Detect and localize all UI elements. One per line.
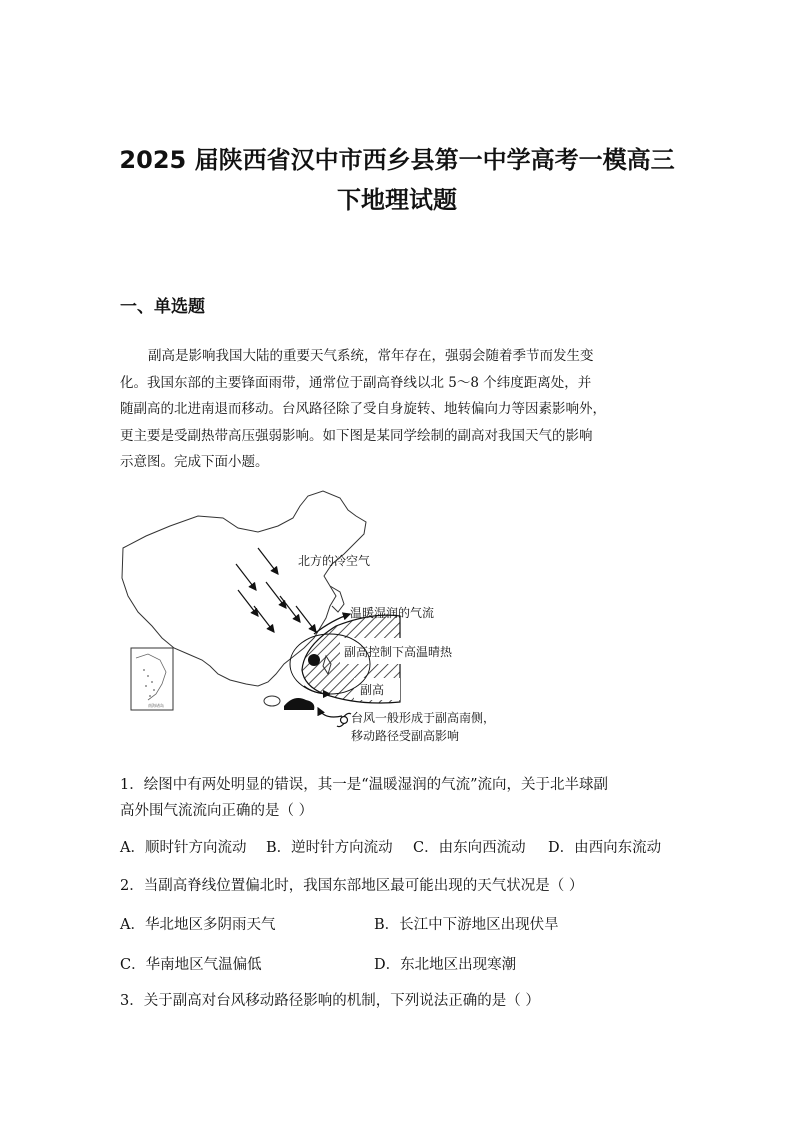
typhoon-path bbox=[318, 708, 342, 717]
typhoon-icon bbox=[337, 713, 351, 726]
document-title-line-2: 下地理试题 bbox=[337, 186, 457, 214]
subtropical-high-map bbox=[118, 488, 518, 758]
inset-label: 南海诸岛 bbox=[148, 703, 164, 708]
question-1-option-a[interactable]: A．顺时针方向流动 bbox=[120, 840, 247, 856]
hainan-island bbox=[264, 696, 280, 706]
label-typhoon-line-2: 移动路径受副高影响 bbox=[351, 729, 460, 743]
label-typhoon-line-1: 台风一般形成于副高南侧， bbox=[351, 711, 496, 725]
question-2-line-1: 2．当副高脊线位置偏北时，我国东部地区最可能出现的天气状况是（ ） bbox=[120, 878, 584, 894]
label-warm-flow: 温暖湿润的气流 bbox=[350, 606, 435, 620]
question-2-option-c[interactable]: C．华南地区气温偏低 bbox=[120, 957, 262, 973]
question-1-line-2: 高外围气流流向正确的是（ ） bbox=[120, 803, 314, 819]
label-high-control: 副高控制下高温晴热 bbox=[344, 645, 453, 659]
document-title-line-1: 2025 届陕西省汉中市西乡县第一中学高考一模高三 bbox=[119, 146, 675, 174]
passage-line: 更主要是受副热带高压强弱影响。如下图是某同学绘制的副高对我国天气的影响 bbox=[120, 427, 593, 444]
passage-line: 副高是影响我国大陆的重要天气系统，常年存在，强弱会随着季节而发生变 bbox=[148, 348, 594, 364]
passage-line: 示意图。完成下面小题。 bbox=[120, 454, 269, 470]
question-1-option-b[interactable]: B．逆时针方向流动 bbox=[266, 840, 393, 856]
label-subtropical-high: 副高 bbox=[360, 683, 385, 697]
label-cold-air: 北方的冷空气 bbox=[298, 554, 371, 568]
question-1-option-d[interactable]: D．由西向东流动 bbox=[548, 840, 662, 856]
question-2-option-a[interactable]: A．华北地区多阴雨天气 bbox=[120, 917, 276, 933]
high-center-dot bbox=[308, 654, 320, 666]
question-1-line-1: 1．绘图中有两处明显的错误，其一是“温暖湿润的气流”流向，关于北半球副 bbox=[120, 777, 609, 793]
question-3-line-1: 3．关于副高对台风移动路径影响的机制，下列说法正确的是（ ） bbox=[120, 993, 540, 1009]
section-heading: 一、单选题 bbox=[120, 297, 205, 317]
passage-line: 化。我国东部的主要锋面雨带，通常位于副高脊线以北 5～8 个纬度距离处，并 bbox=[120, 374, 592, 391]
typhoon-cloud bbox=[284, 698, 314, 710]
question-2-option-d[interactable]: D．东北地区出现寒潮 bbox=[374, 957, 517, 973]
question-1-option-c[interactable]: C．由东向西流动 bbox=[413, 840, 526, 856]
passage-line: 随副高的北进南退而移动。台风路径除了受自身旋转、地转偏向力等因素影响外， bbox=[120, 401, 606, 417]
question-2-option-b[interactable]: B．长江中下游地区出现伏旱 bbox=[374, 917, 559, 933]
passage bbox=[120, 343, 676, 476]
